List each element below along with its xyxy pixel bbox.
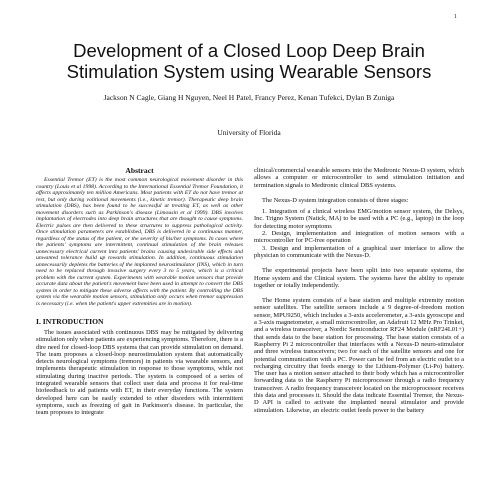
body-paragraph: The Home system consists of a base station and multiple extremity motion sensor satellites. The satellite sensors include a 9 degree-of-freedom motion sensor, MPU9250, which includes a 3-axis accelerometer, a 3-axis gyroscope and a 3-axis magnetometer, a small microcontroller, an Adafruit 12 MHz Pro Trinket, and a wireless transceiver, a Nordic Semiconductor RF24 Module (nRF24L01+) that sends data to the base station for processing. The base station consists of a Raspberry Pi 2 microcontroller that interfaces with a Nexus-D neuro-stimulator and three wireless transceivers; two for each of the satellite sensors and one for potential communication with a PC. Power can be fed from an electric outlet to a recharging circuitry that feeds energy to the Lithium-Polymer (Li-Po) battery. The user has a motion sensor attached to their body which has a microcontroller forwarding data to the Raspberry Pi microprocessor through a radio frequency transceiver. A radio frequency transceiver located on the microprocessor receives this data and processes it. Should the data indicate Essential Tremor, the Nexus-D API is called to activate the implanted neural stimulator and provide stimulation. Likewise, an electric outlet feeds power to the battery bbox=[254, 297, 464, 414]
title-line-1: Development of a Closed Loop Deep Brain bbox=[73, 40, 425, 61]
right-column bbox=[254, 167, 464, 418]
abstract-heading: Abstract bbox=[125, 166, 154, 175]
body-paragraph: The experimental projects have been split into two separate systems, the Home system and the Clinical system. The systems have the ability to operate together or totally independently. bbox=[254, 267, 464, 289]
left-column bbox=[36, 166, 243, 421]
intro-heading: I. INTRODUCTION bbox=[36, 317, 104, 326]
author-list: Jackson N Cagle, Giang H Nguyen, Neel H Patel, Francy Perez, Kenan Tufekci, Dylan B Zuniga bbox=[103, 93, 395, 102]
stage-item-2: 2. Design, implementation and integration of motion sensors with a microcontroller for PC-free operation bbox=[254, 230, 464, 245]
abstract-text: Essential Tremor (ET) is the most common neurological movement disorder in this country (Louis et al 1998). According to the International Essential Tremor Foundation, it affects approximately ten million Americans. Most patients with ET do not have tremor at rest, but only during volitional movements (i.e., kinetic tremor). Therapeutic deep brain stimulation (DBS), has been found to be successful at treating ET, as well as other movement disorders such as Parkinson's disease (Limousin et al 1999). DBS involves implantation of electrodes into deep brain structures that are thought to cause symptoms. Electric pulses are then delivered to these structures to suppress pathological activity. Once stimulation parameters are established, DBS is delivered in a continuous manner, regardless of the status of the patient, or the severity of his/her symptoms. In cases where the patients' symptoms are intermittent, continual stimulation of the brain releases unnecessary electrical current into patients' brains causing undesirable side effects and unwanted tolerance build up towards stimulation. In addition, continuous stimulation unnecessarily depletes the batteries of the implanted neurostimulator (INS), which in turn need to be replaced through invasive surgery every 3 to 5 years, which is a critical problem with the current system. Experiments with wearable motion sensors that provide accurate data about the patient's movement have been used in attempt to convert the DBS system in order to mitigate these adverse affects with the patient. By controlling the DBS system via the wearable motion sensors, stimulation only occurs when tremor suppression is necessary (i.e. when the patient's upper extremities are in motion). bbox=[36, 177, 243, 307]
paper-title bbox=[40, 40, 458, 82]
stage-item-1: 1. Integration of a clinical wireless EMG/motion sensor system, the Delsys, Inc. Trigno System (Natick, MA) to be used with a PC (e.g., laptop) in the loop for detecting motor symptoms bbox=[254, 208, 464, 230]
intro-text: The issues associated with continuous DBS may be mitigated by delivering stimulation only when patients are experiencing symptoms. Therefore, there is a dire need for closed-loop DBS systems that can provide stimulation on demand. The team proposes a closed-loop neurostimulation system that automatically detects neurological symptoms (tremors) in patients via wearable sensors, and implements therapeutic stimulation in response to those symptoms, while not stimulating during inactive periods. The system is composed of a series of integrated wearable sensors that collect user data and process it for real-time biofeedback to aid patients with ET, in their everyday functions. The system developed here can be easily extended to other disorders with intermittent symptoms, such as freezing of gait in Parkinson's disease. In particular, the team proposes to integrate bbox=[36, 329, 243, 417]
affiliation: University of Florida bbox=[217, 128, 281, 137]
body-paragraph: The Nexus-D system integration consists of three stages: bbox=[262, 196, 409, 204]
title-line-2: Stimulation System using Wearable Sensors bbox=[66, 61, 432, 82]
page-number: 1 bbox=[454, 14, 457, 20]
body-paragraph: clinical/commercial wearable sensors into the Medtronic Nexus-D system, which allows a computer or microcontroller to send stimulation initiation and termination signals to Medtronic clinical DBS systems. bbox=[254, 167, 464, 189]
stage-item-3: 3. Design and implementation of a graphical user interface to allow the physician to communicate with the Nexus-D. bbox=[254, 244, 464, 259]
